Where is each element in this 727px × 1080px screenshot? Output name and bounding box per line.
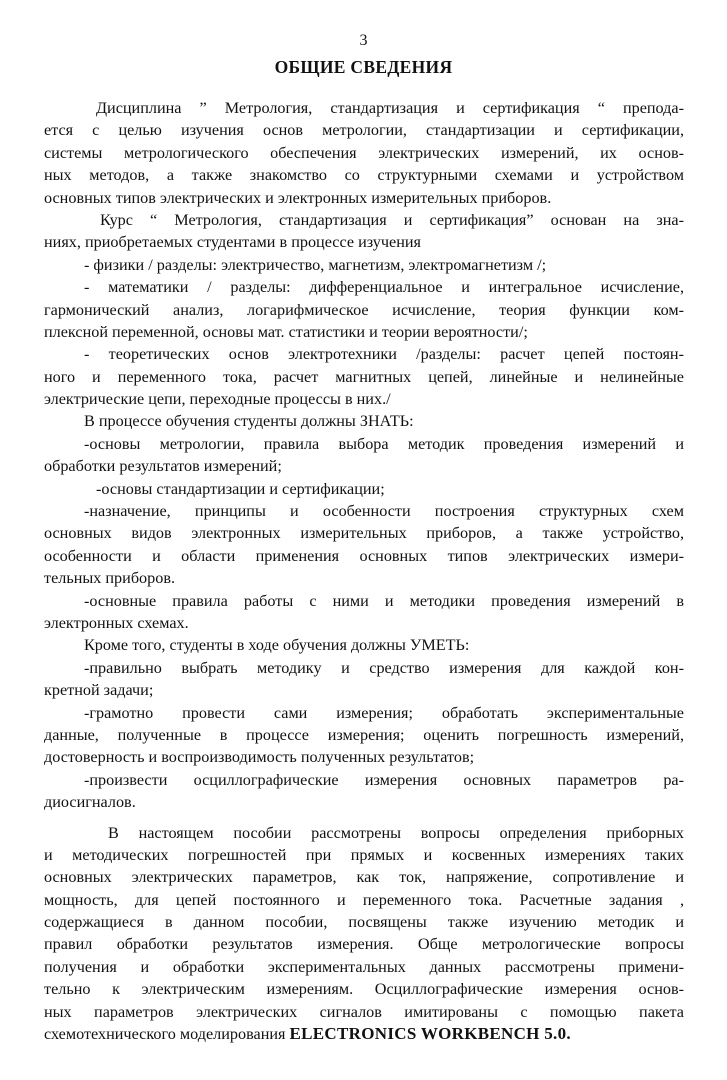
text-line: электронных схемах.: [44, 613, 189, 632]
text-line: достоверность и воспроизводимость полученных результатов;: [44, 748, 475, 767]
text-line: диосигналов.: [44, 793, 136, 812]
text-line: правил обработки результатов измерения. Обще метрологические вопросы: [44, 935, 684, 954]
page-number: 3: [359, 32, 368, 49]
text-line: тельных приборов.: [44, 569, 176, 588]
text-line: данные, полученные в процессе измерения; оценить погрешность измерений,: [44, 725, 684, 744]
text-line: схемотехнического моделирования: [44, 1025, 286, 1044]
text-line: ниях, приобретаемых студентами в процессе изучения: [44, 233, 421, 252]
section-title: ОБЩИЕ СВЕДЕНИЯ: [274, 57, 453, 77]
text-line: плексной переменной, основы мат. статистики и теории вероятности/;: [44, 322, 528, 341]
text-line: В процессе обучения студенты должны ЗНАТЬ:: [84, 412, 414, 431]
text-line: кретной задачи;: [44, 681, 154, 700]
text-line: -назначение, принципы и особенности построения структурных схем: [84, 502, 684, 521]
text-line: основных видов электронных измерительных приборов, а также устройство,: [44, 524, 684, 543]
text-line: ется с целью изучения основ метрологии, стандартизации и сертификации,: [44, 121, 684, 140]
text-line: мощность, для цепей постоянного и переменного тока. Расчетные задания ,: [44, 890, 684, 909]
text-line: Курс “ Метрология, стандартизация и сертификация” основан на зна-: [100, 210, 684, 229]
text-line: - физики / разделы: электричество, магнетизм, электромагнетизм /;: [84, 255, 547, 274]
text-line: -правильно выбрать методику и средство измерения для каждой кон-: [84, 658, 684, 677]
document-body: [44, 97, 684, 1045]
text-line: -основы метрологии, правила выбора методик проведения измерений и: [84, 434, 684, 453]
text-line: и методических погрешностей при прямых и косвенных измерениях таких: [44, 845, 684, 864]
text-line: особенности и области применения основных типов электрических измери-: [44, 546, 684, 565]
text-line: системы метрологического обеспечения электрических измерений, их основ-: [44, 143, 684, 162]
text-line: ных параметров электрических сигналов имитированы с помощью пакета: [44, 1002, 684, 1021]
text-line: В настоящем пособии рассмотрены вопросы определения приборных: [108, 823, 684, 842]
text-line-final: [44, 1023, 684, 1045]
text-line: основных типов электрических и электронных измерительных приборов.: [44, 188, 552, 207]
text-line: ных методов, а также знакомство со структурными схемами и устройством: [44, 166, 684, 185]
text-line: электрические цепи, переходные процессы в них./: [44, 390, 391, 409]
text-line: Дисциплина ” Метрология, стандартизация и сертификация “ препода-: [96, 99, 684, 117]
software-name: ELECTRONICS WORKBENCH 5.0.: [289, 1024, 571, 1044]
text-line: основных электрических параметров, как ток, напряжение, сопротивление и: [44, 868, 684, 887]
text-line: -произвести осциллографические измерения основных параметров ра-: [84, 770, 684, 789]
text-line: содержащиеся в данном пособии, посвящены также изучению методик и: [44, 913, 684, 932]
text-line: ного и переменного тока, расчет магнитных цепей, линейные и нелинейные: [44, 367, 684, 386]
text-line: гармонический анализ, логарифмическое исчисление, теория функции ком-: [44, 300, 684, 319]
text-line: -грамотно провести сами измерения; обработать экспериментальные: [84, 703, 684, 722]
text-line: - теоретических основ электротехники /разделы: расчет цепей постоян-: [84, 345, 684, 364]
text-line: - математики / разделы: дифференциальное и интегральное исчисление,: [84, 278, 684, 297]
text-line: -основы стандартизации и сертификации;: [96, 479, 385, 498]
text-line: Кроме того, студенты в ходе обучения должны УМЕТЬ:: [84, 636, 470, 655]
text-line: обработки результатов измерений;: [44, 457, 282, 476]
text-line: получения и обработки экспериментальных данных рассмотрены примени-: [44, 957, 684, 976]
text-line: -основные правила работы с ними и методики проведения измерений в: [84, 591, 684, 610]
text-line: тельно к электрическим измерениям. Осциллографические измерения основ-: [44, 980, 684, 999]
